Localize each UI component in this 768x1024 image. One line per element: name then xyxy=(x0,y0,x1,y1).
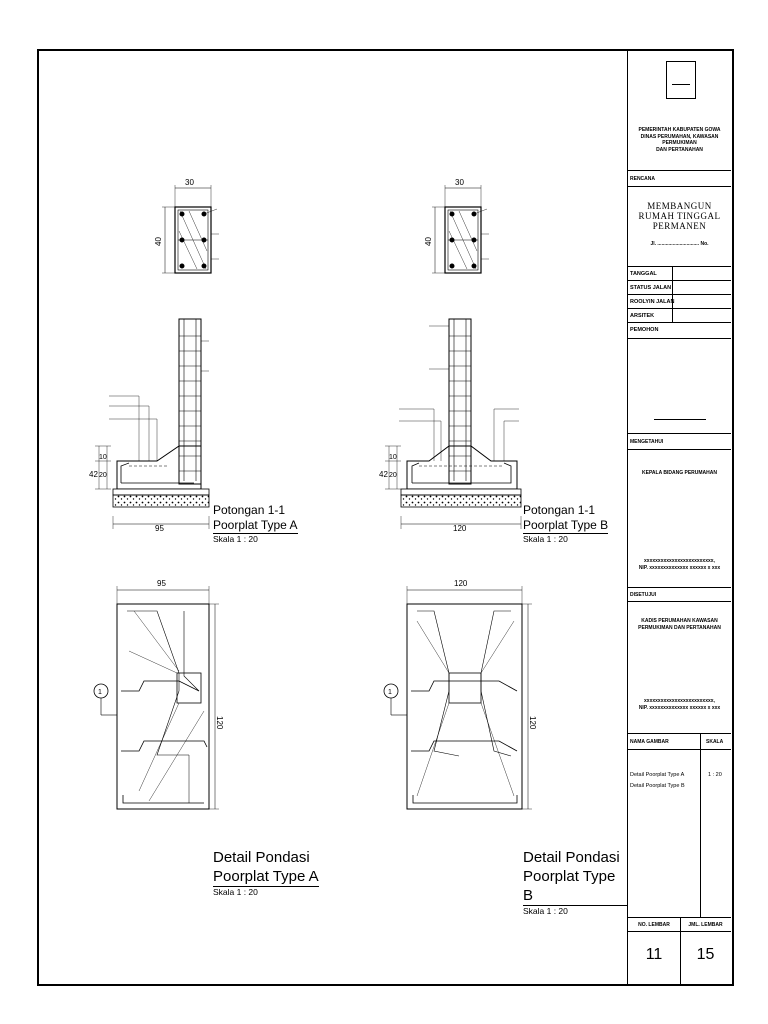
dim-plan-height-a: 120 xyxy=(215,716,224,730)
dim-col-b: 30 xyxy=(455,178,464,187)
logo-box xyxy=(666,61,696,99)
caption-detail-a xyxy=(213,848,319,897)
dim-total-b: 42 xyxy=(379,470,388,479)
dim-col-a: 30 xyxy=(185,178,194,187)
section-marker-a: 1 xyxy=(98,689,102,696)
caption-section-b-subtitle: Poorplat Type B xyxy=(523,518,609,532)
dim-width-a: 95 xyxy=(155,524,164,533)
dim-width-b: 120 xyxy=(453,524,467,533)
field-arsitek: ARSITEK xyxy=(628,309,731,323)
dim-plan-width-b: 120 xyxy=(454,579,468,588)
caption-section-b xyxy=(523,503,608,544)
agency-line3: DAN PERTANAHAN xyxy=(656,146,703,153)
dim-plan-width-a: 95 xyxy=(157,579,166,588)
drawing-sheet xyxy=(37,49,734,986)
section-b-drawing xyxy=(385,319,521,529)
detail-plan-b xyxy=(384,586,532,809)
skala-value: 1 : 20 xyxy=(708,772,722,778)
tb-pemohon-sign xyxy=(628,339,731,434)
tb-mengetahui-label: MENGETAHUI xyxy=(628,434,731,450)
mengetahui-nip: NIP. xxxxxxxxxxxxxx xxxxxx x xxx xyxy=(638,565,721,571)
tb-header xyxy=(628,51,731,171)
caption-section-a xyxy=(213,503,298,544)
tb-project xyxy=(628,187,731,267)
dim-col-v-a: 40 xyxy=(154,237,163,246)
tb-disetujui xyxy=(628,602,731,734)
title-block xyxy=(627,51,732,984)
column-section-a xyxy=(162,185,219,273)
section-a-drawing xyxy=(95,319,209,529)
column-section-b xyxy=(432,185,489,273)
field-pemohon: PEMOHON xyxy=(628,323,731,339)
dim-h2-b: 20 xyxy=(389,472,397,479)
dim-col-v-b: 40 xyxy=(424,237,433,246)
mengetahui-name: xxxxxxxxxxxxxxxxxxxxxxxxx, xyxy=(644,558,715,564)
section-marker-b: 1 xyxy=(388,689,392,696)
dim-h1-a: 10 xyxy=(99,454,107,461)
caption-section-a-title: Potongan 1-1 xyxy=(213,503,286,517)
agency-line2: DINAS PERUMAHAN, KAWASAN PERMUKIMAN xyxy=(640,133,719,146)
disetujui-nip: NIP. xxxxxxxxxxxxxx xxxxxx x xxx xyxy=(638,705,721,711)
mengetahui-role: KEPALA BIDANG PERUMAHAN xyxy=(642,470,717,476)
dim-plan-height-b: 120 xyxy=(528,716,537,730)
caption-detail-b xyxy=(523,848,627,916)
no-lembar: 11 xyxy=(645,946,663,963)
project-line2: RUMAH TINGGAL xyxy=(638,211,721,221)
caption-detail-b-title: Detail Pondasi xyxy=(523,849,620,866)
field-status-jalan: STATUS JALAN xyxy=(628,281,731,295)
rencana-label: RENCANA xyxy=(630,176,655,182)
dim-total-a: 42 xyxy=(89,470,98,479)
tb-lembar-values xyxy=(628,932,731,984)
detail-plan-a xyxy=(94,586,219,809)
disetujui-name: xxxxxxxxxxxxxxxxxxxxxxxxx, xyxy=(644,698,715,704)
pemohon-sign-line xyxy=(654,419,706,420)
tb-disetujui-label: DISETUJUI xyxy=(628,588,731,602)
project-line1: MEMBANGUN xyxy=(647,201,712,211)
tb-mengetahui xyxy=(628,450,731,588)
agency-line1: PEMERINTAH KABUPATEN GOWA xyxy=(638,127,721,133)
caption-section-b-scale: Skala 1 : 20 xyxy=(523,534,568,544)
drawing-name-b: Detail Poorplat Type B xyxy=(630,783,685,789)
disetujui-role2: PERMUKIMAN DAN PERTANAHAN xyxy=(638,625,721,631)
dim-h2-a: 20 xyxy=(99,472,107,479)
caption-section-a-subtitle: Poorplat Type A xyxy=(213,518,298,532)
field-tanggal: TANGGAL xyxy=(628,267,731,281)
drawing-name-a: Detail Poorplat Type A xyxy=(630,772,685,778)
tb-nama-gambar xyxy=(628,750,731,918)
caption-section-b-title: Potongan 1-1 xyxy=(523,503,596,517)
project-address: Jl. .............................. No. xyxy=(650,241,709,247)
caption-detail-b-scale: Skala 1 : 20 xyxy=(523,906,568,916)
tb-lembar-header: NO. LEMBAR JML. LEMBAR xyxy=(628,918,731,932)
dim-h1-b: 10 xyxy=(389,454,397,461)
caption-detail-b-subtitle: Poorplat Type B xyxy=(523,867,627,906)
disetujui-role1: KADIS PERUMAHAN KAWASAN xyxy=(641,618,718,624)
drawing-area xyxy=(39,51,627,984)
caption-detail-a-title: Detail Pondasi xyxy=(213,849,310,866)
caption-detail-a-scale: Skala 1 : 20 xyxy=(213,887,258,897)
tb-nama-gambar-header: NAMA GAMBAR SKALA xyxy=(628,734,731,750)
jml-lembar: 15 xyxy=(696,946,715,963)
caption-section-a-scale: Skala 1 : 20 xyxy=(213,534,258,544)
field-roolyin-jalan: ROOLYIN JALAN xyxy=(628,295,731,309)
caption-detail-a-subtitle: Poorplat Type A xyxy=(213,868,319,885)
tb-rencana xyxy=(628,171,731,187)
project-line3: PERMANEN xyxy=(652,221,707,231)
